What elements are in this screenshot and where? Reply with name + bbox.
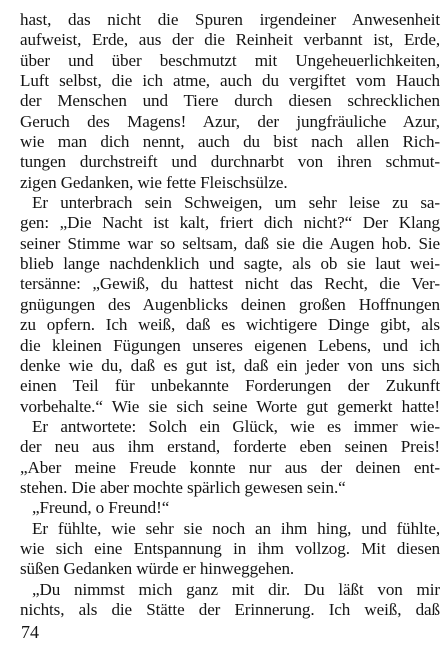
- text-line: vorbehalte.“ Wie sie sich seine Worte gut gemerkt hatte!: [20, 396, 440, 416]
- text-line: einen Teil für unbekannte Forderungen der Zukunft: [20, 376, 440, 396]
- text-line: aufweist, Erde, aus der die Reinheit verbannt ist, Erde,: [20, 30, 440, 50]
- text-line: der Menschen und Tiere durch diesen schrecklichen: [20, 91, 440, 111]
- text-line: wie sich eine Entspannung in ihm vollzog. Mit diesen: [20, 538, 440, 558]
- text-line: wie man dich nennt, auch du bist nach allen Rich-: [20, 132, 440, 152]
- page-number: 74: [21, 622, 39, 642]
- text-line: Geruch des Magens! Azur, der jungfräuliche Azur,: [20, 111, 440, 131]
- text-line: zigen Gedanken, wie fette Fleischsülze.: [20, 172, 288, 192]
- text-line: tersänne: „Gewiß, du hattest nicht das Recht, die Ver-: [20, 274, 440, 294]
- text-line: gen: „Die Nacht ist kalt, friert dich nicht?“ Der Klang: [20, 213, 440, 233]
- text-line: blieb lange nachdenklich und sagte, als ob sie laut wei-: [20, 254, 440, 274]
- text-line: „Aber meine Freude konnte nur aus der deinen ent-: [20, 457, 440, 477]
- text-line: süßen Gedanken würde er hinweggehen.: [20, 559, 295, 579]
- text-line: nichts, als die Stätte der Erinnerung. Ich weiß, daß: [20, 599, 440, 619]
- text-line: über und über beschmutzt mit Ungeheuerlichkeiten,: [20, 50, 440, 70]
- text-line: die kleinen Fügungen unseres eigenen Lebens, und ich: [20, 335, 440, 355]
- text-line: gnügungen des Augenblicks deinen großen Hoffnungen: [20, 294, 440, 314]
- text-line: tungen durchstreift und durchnarbt von ihren schmut-: [20, 152, 440, 172]
- text-line: Er unterbrach sein Schweigen, um sehr leise zu sa-: [32, 193, 440, 213]
- text-line: seiner Stimme war so seltsam, daß sie die Augen hob. Sie: [20, 233, 440, 253]
- text-line: „Du nimmst mich ganz mit dir. Du läßt von mir: [32, 579, 440, 599]
- text-line: Er antwortete: Solch ein Glück, wie es immer wie-: [32, 416, 440, 436]
- text-line: Luft selbst, die ich atme, auch du vergiftet vom Hauch: [20, 71, 440, 91]
- text-line: Er fühlte, wie sehr sie noch an ihm hing, und fühlte,: [32, 518, 440, 538]
- text-line: stehen. Die aber mochte spärlich gewesen sein.“: [20, 477, 346, 497]
- book-page-text: [20, 10, 440, 620]
- text-line: zu opfern. Ich weiß, daß es wichtigere Dinge gibt, als: [20, 315, 440, 335]
- text-line: denke wie du, daß es gut ist, daß ein jeder von uns sich: [20, 355, 440, 375]
- text-line: hast, das nicht die Spuren irgendeiner Anwesenheit: [20, 10, 440, 29]
- text-line: „Freund, o Freund!“: [32, 498, 170, 518]
- text-line: der neu aus ihm erstand, forderte eben seinen Preis!: [20, 437, 440, 457]
